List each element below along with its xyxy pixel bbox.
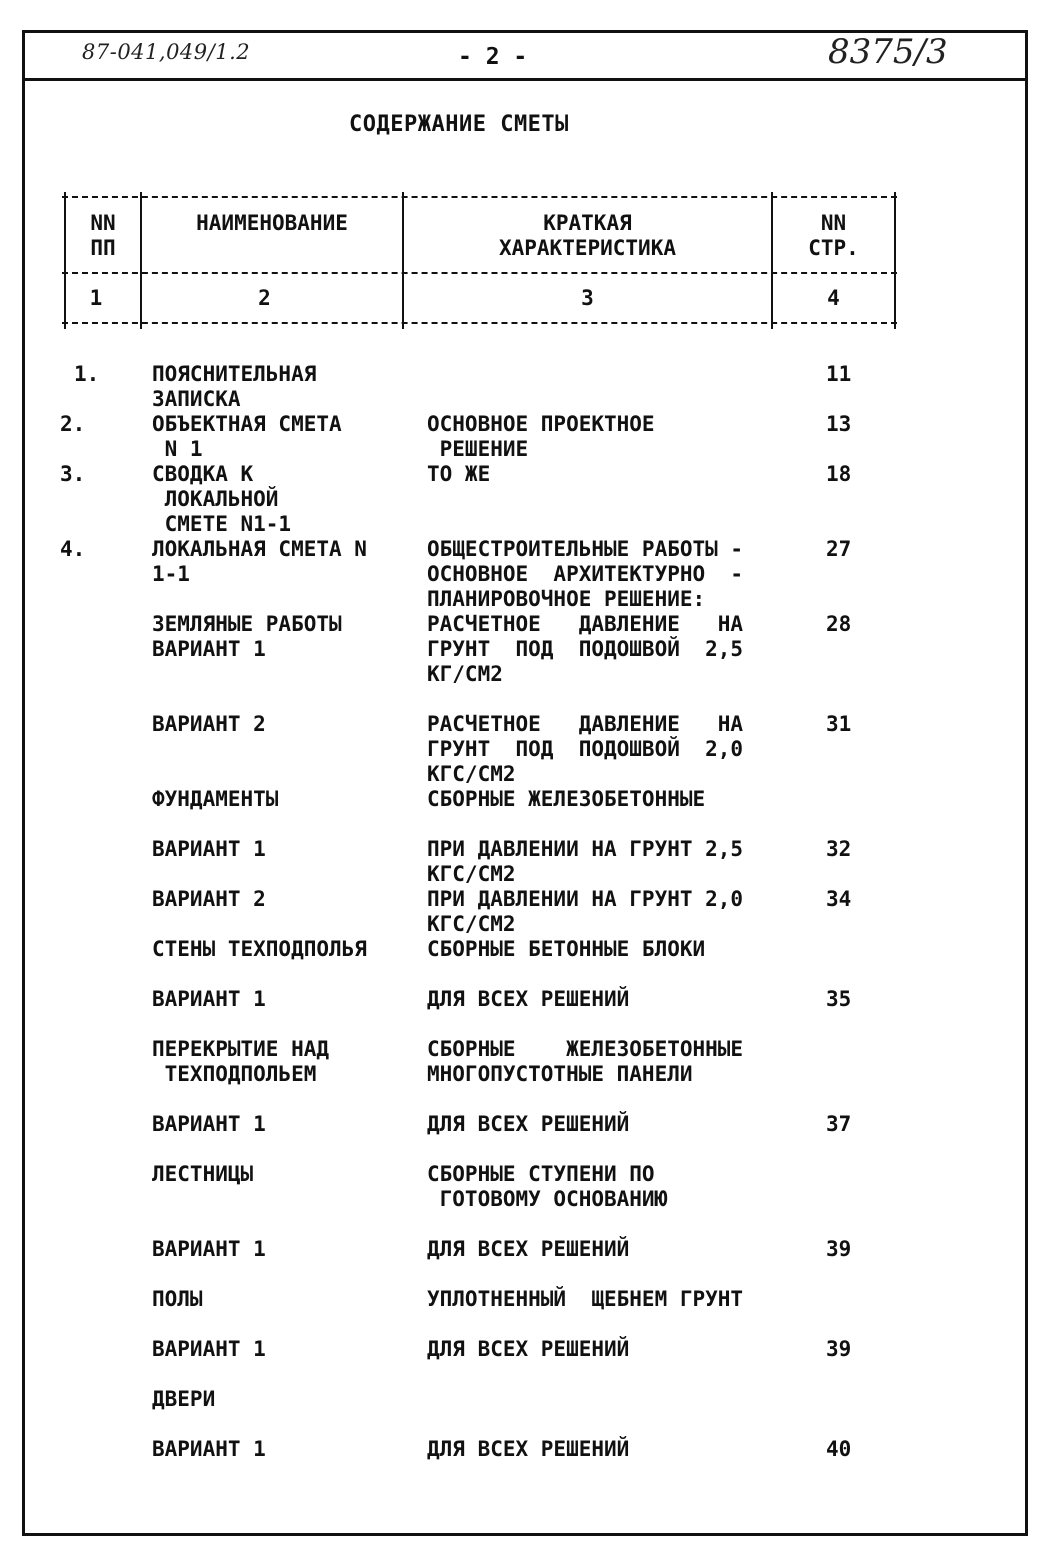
row-page: 18 [826,462,852,486]
page-number: - 2 - [458,44,528,70]
row-page: 35 [826,987,852,1011]
document-title: СОДЕРЖАНИЕ СМЕТЫ [349,112,569,137]
row-name: ПЕРЕКРЫТИЕ НАД ТЕХПОДПОЛЬЕМ [152,1037,330,1086]
row-page: 39 [826,1337,852,1361]
row-page: 40 [826,1437,852,1461]
row-description: ДЛЯ ВСЕХ РЕШЕНИЙ [427,1437,630,1461]
document-code: 87-041,049/1.2 [82,40,251,64]
row-page: 28 [826,612,852,636]
header-col-name: НАИМЕНОВАНИЕ [196,211,348,235]
row-page: 37 [826,1112,852,1136]
row-description: ТО ЖЕ [427,462,491,486]
sheet-number: 8375/3 [828,32,948,72]
row-name: ЛОКАЛЬНАЯ СМЕТА N 1-1 [152,537,367,586]
row-number: 3. [60,462,86,486]
header-col-number: NN ПП [90,211,116,260]
row-number: 4. [60,537,86,561]
header-num-3: 3 [581,286,594,310]
row-description: ОБЩЕСТРОИТЕЛЬНЫЕ РАБОТЫ - ОСНОВНОЕ АРХИТЕКТУРНО - ПЛАНИРОВОЧНОЕ РЕШЕНИЕ: [427,537,744,611]
row-name: ВАРИАНТ 1 [152,837,266,861]
row-description: УПЛОТНЕННЫЙ ЩЕБНЕМ ГРУНТ [427,1287,744,1311]
row-name: ВАРИАНТ 1 [152,1437,266,1461]
row-name: ПОЯСНИТЕЛЬНАЯ ЗАПИСКА [152,362,317,411]
row-page: 39 [826,1237,852,1261]
row-description: ДЛЯ ВСЕХ РЕШЕНИЙ [427,1337,630,1361]
row-description: ДЛЯ ВСЕХ РЕШЕНИЙ [427,1112,630,1136]
header-col-page: NN СТР. [808,211,859,260]
row-page: 27 [826,537,852,561]
row-name: ФУНДАМЕНТЫ [152,787,279,811]
row-name: ЛЕСТНИЦЫ [152,1162,254,1186]
row-page: 11 [826,362,852,386]
row-description: РАСЧЕТНОЕ ДАВЛЕНИЕ НА ГРУНТ ПОД ПОДОШВОЙ 2,0 КГС/СМ2 [427,712,744,786]
row-description: ПРИ ДАВЛЕНИИ НА ГРУНТ 2,5 КГС/СМ2 [427,837,744,886]
row-description: СБОРНЫЕ ЖЕЛЕЗОБЕТОННЫЕ [427,787,706,811]
row-name: СТЕНЫ ТЕХПОДПОЛЬЯ [152,937,367,961]
row-description: ДЛЯ ВСЕХ РЕШЕНИЙ [427,1237,630,1261]
row-description: ПРИ ДАВЛЕНИИ НА ГРУНТ 2,0 КГС/СМ2 [427,887,744,936]
row-name: СВОДКА К ЛОКАЛЬНОЙ СМЕТЕ N1-1 [152,462,292,536]
row-name: ВАРИАНТ 1 [152,987,266,1011]
row-description: СБОРНЫЕ БЕТОННЫЕ БЛОКИ [427,937,706,961]
row-name: ВАРИАНТ 2 [152,887,266,911]
row-name: ВАРИАНТ 1 [152,1237,266,1261]
row-description: ДЛЯ ВСЕХ РЕШЕНИЙ [427,987,630,1011]
row-number: 1. [74,362,100,386]
row-name: ДВЕРИ [152,1387,216,1411]
row-number: 2. [60,412,86,436]
row-page: 31 [826,712,852,736]
row-name: ВАРИАНТ 1 [152,1337,266,1361]
header-col-border [894,192,896,329]
row-name: ЗЕМЛЯНЫЕ РАБОТЫ ВАРИАНТ 1 [152,612,342,661]
row-description: СБОРНЫЕ ЖЕЛЕЗОБЕТОННЫЕ МНОГОПУСТОТНЫЕ ПАНЕЛИ [427,1037,744,1086]
header-divider [22,78,1028,81]
row-description: РАСЧЕТНОЕ ДАВЛЕНИЕ НА ГРУНТ ПОД ПОДОШВОЙ 2,5 КГ/СМ2 [427,612,744,686]
row-name: ОБЪЕКТНАЯ СМЕТА N 1 [152,412,342,461]
row-description: СБОРНЫЕ СТУПЕНИ ПО ГОТОВОМУ ОСНОВАНИЮ [427,1162,668,1211]
row-name: ВАРИАНТ 1 [152,1112,266,1136]
row-name: ВАРИАНТ 2 [152,712,266,736]
header-num-1: 1 [89,286,103,310]
header-col-description: КРАТКАЯ ХАРАКТЕРИСТИКА [498,211,676,260]
row-name: ПОЛЫ [152,1287,203,1311]
header-num-4: 4 [827,286,840,310]
header-num-2: 2 [258,286,271,310]
row-description: ОСНОВНОЕ ПРОЕКТНОЕ РЕШЕНИЕ [427,412,655,461]
row-page: 32 [826,837,852,861]
row-page: 13 [826,412,852,436]
row-page: 34 [826,887,852,911]
